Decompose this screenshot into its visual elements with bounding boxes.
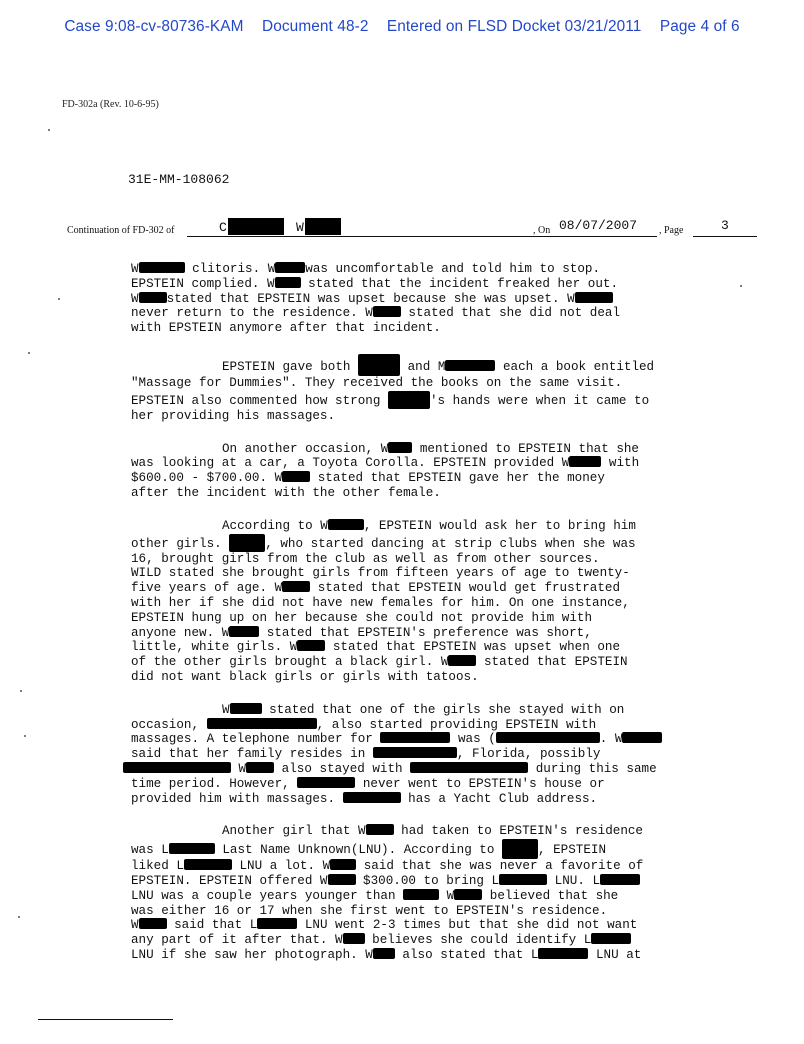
- scan-speck: [58, 298, 60, 300]
- redaction-bar: [139, 262, 185, 273]
- interview-date: 08/07/2007: [559, 218, 638, 233]
- redaction-bar: [380, 732, 450, 743]
- redaction-bar: [328, 519, 364, 530]
- redaction-bar: [330, 859, 356, 870]
- scan-speck: [740, 285, 742, 287]
- redaction-bar: [502, 839, 538, 859]
- continuation-line: [67, 218, 767, 242]
- continuation-label: Continuation of FD-302 of: [67, 225, 175, 236]
- redaction-bar: [454, 889, 482, 900]
- form-number: FD-302a (Rev. 10-6-95): [62, 99, 159, 110]
- redaction-bar: [445, 360, 495, 371]
- redaction-bar: [228, 218, 284, 235]
- text-line: LNU if she saw her photograph. W also stated that L LNU at: [131, 947, 642, 962]
- scan-speck: [28, 352, 30, 354]
- redaction-bar: [282, 471, 310, 482]
- redaction-bar: [297, 777, 355, 788]
- text-line: EPSTEIN also commented how strong 's hands were when it came to: [131, 391, 741, 409]
- text-line: said that her family resides in , Florida, possibly: [131, 747, 601, 762]
- text-line: after the incident with the other female.: [131, 485, 441, 500]
- paragraph: [131, 824, 741, 962]
- report-body: [131, 262, 741, 981]
- text-line: five years of age. W stated that EPSTEIN would get frustrated: [131, 581, 621, 596]
- paragraph: [131, 519, 741, 685]
- redaction-bar: [410, 762, 528, 773]
- text-line: was either 16 or 17 when she first went to EPSTEIN's residence.: [131, 903, 608, 918]
- redaction-bar: [496, 732, 600, 743]
- redaction-bar: [139, 292, 167, 303]
- text-line: did not want black girls or girls with tatoos.: [131, 669, 479, 684]
- subject-first-initial: C: [219, 220, 227, 235]
- redaction-bar: [448, 655, 476, 666]
- redaction-bar: [575, 292, 613, 303]
- redaction-bar: [403, 889, 439, 900]
- redaction-bar: [373, 747, 457, 758]
- redaction-bar: [343, 933, 365, 944]
- paragraph: [131, 354, 741, 424]
- redaction-bar: [229, 626, 259, 637]
- text-line: time period. However, never went to EPSTEIN's house or: [131, 776, 605, 791]
- subject-underline: [187, 236, 599, 237]
- text-line: never return to the residence. W stated that she did not deal: [131, 306, 621, 321]
- paragraph: [131, 703, 741, 807]
- redaction-bar: [600, 874, 640, 885]
- redaction-bar: [343, 792, 401, 803]
- text-line: with her if she did not have new females for him. On one instance,: [131, 595, 630, 610]
- redaction-bar: [622, 732, 662, 743]
- page-indicator: Page 4 of 6: [659, 18, 740, 35]
- text-line: According to W , EPSTEIN would ask her to bring him: [222, 518, 636, 533]
- paragraph: [131, 262, 741, 336]
- text-line: her providing his massages.: [131, 408, 336, 423]
- text-line: of the other girls brought a black girl. W stated that EPSTEIN: [131, 655, 628, 670]
- redaction-bar: [246, 762, 274, 773]
- on-label: , On: [533, 225, 551, 236]
- redaction-bar: [388, 391, 430, 409]
- text-line: W said that L LNU went 2-3 times but that she did not want: [131, 918, 638, 933]
- text-line: little, white girls. W stated that EPSTEIN was upset when one: [131, 640, 621, 655]
- text-line: liked L LNU a lot. W said that she was never a favorite of: [131, 859, 644, 874]
- redaction-bar: [373, 306, 401, 317]
- text-line: occasion, , also started providing EPSTEIN with: [131, 717, 597, 732]
- page-underline: [693, 236, 757, 237]
- subject-second-initial: W: [296, 220, 304, 235]
- text-line: EPSTEIN. EPSTEIN offered W $300.00 to bring L LNU. L: [131, 874, 741, 889]
- redaction-bar: [275, 262, 305, 273]
- redaction-bar: [591, 933, 631, 944]
- date-underline: [557, 236, 657, 237]
- redaction-bar: [569, 456, 601, 467]
- text-line: anyone new. W stated that EPSTEIN's preference was short,: [131, 625, 592, 640]
- redaction-bar: [373, 948, 395, 959]
- redaction-bar: [139, 918, 167, 929]
- redaction-bar: [275, 277, 301, 288]
- text-line: $600.00 - $700.00. W stated that EPSTEIN gave her the money: [131, 471, 605, 486]
- text-line: with EPSTEIN anymore after that incident.: [131, 321, 441, 336]
- text-line: LNU was a couple years younger than W believed that she: [131, 888, 619, 903]
- text-line: Another girl that W had taken to EPSTEIN's residence: [222, 824, 643, 839]
- footer-rule: [38, 1019, 173, 1020]
- redaction-bar: [297, 640, 325, 651]
- text-line: other girls. , who started dancing at strip clubs when she was: [131, 534, 741, 552]
- page-label: , Page: [659, 225, 684, 236]
- redaction-bar: [305, 218, 341, 235]
- court-filing-header: [0, 18, 804, 36]
- redaction-bar: [366, 824, 394, 835]
- text-line: "Massage for Dummies". They received the books on the same visit.: [131, 375, 623, 390]
- text-line: 16, brought girls from the club as well as from other sources.: [131, 551, 600, 566]
- text-line: W stated that one of the girls she stayed with on: [222, 702, 625, 717]
- text-line: was looking at a car, a Toyota Corolla. EPSTEIN provided W with: [131, 456, 640, 471]
- case-number: Case 9:08-cv-80736-KAM: [64, 18, 244, 35]
- text-line: EPSTEIN complied. W stated that the incident freaked her out.: [131, 276, 619, 291]
- text-line: massages. A telephone number for was ( . W: [131, 732, 741, 747]
- redaction-bar: [229, 534, 265, 552]
- text-line: any part of it after that. W believes she could identify L: [131, 933, 741, 948]
- redaction-bar: [388, 442, 412, 453]
- text-line: W clitoris. W was uncomfortable and told him to stop.: [131, 262, 601, 276]
- redaction-bar: [123, 762, 231, 773]
- redaction-bar: [358, 354, 400, 376]
- scan-speck: [20, 690, 22, 692]
- redaction-bar: [230, 703, 262, 714]
- docket-entry: Entered on FLSD Docket 03/21/2011: [386, 18, 642, 35]
- scan-speck: [24, 735, 26, 737]
- page-number: 3: [721, 218, 729, 233]
- text-line: On another occasion, W mentioned to EPSTEIN that she: [222, 441, 639, 456]
- text-line: EPSTEIN hung up on her because she could not provide him with: [131, 610, 593, 625]
- redaction-bar: [538, 948, 588, 959]
- text-line: EPSTEIN gave both and M each a book entitled: [131, 354, 741, 376]
- redaction-bar: [499, 874, 547, 885]
- redaction-bar: [328, 874, 356, 885]
- document-number: Document 48-2: [261, 18, 369, 35]
- scan-speck: [18, 916, 20, 918]
- redaction-bar: [282, 581, 310, 592]
- redaction-bar: [169, 843, 215, 854]
- scan-speck: [48, 129, 50, 131]
- text-line: W also stayed with during this same: [123, 762, 741, 777]
- text-line: W stated that EPSTEIN was upset because she was upset. W: [131, 292, 741, 307]
- redaction-bar: [207, 718, 317, 729]
- redaction-bar: [184, 859, 232, 870]
- text-line: provided him with massages. has a Yacht Club address.: [131, 791, 598, 806]
- redaction-bar: [257, 918, 297, 929]
- text-line: WILD stated she brought girls from fifteen years of age to twenty-: [131, 566, 630, 581]
- text-line: was L Last Name Unknown(LNU). According to , EPSTEIN: [131, 839, 741, 859]
- paragraph: [131, 442, 741, 501]
- file-number: 31E-MM-108062: [128, 172, 230, 187]
